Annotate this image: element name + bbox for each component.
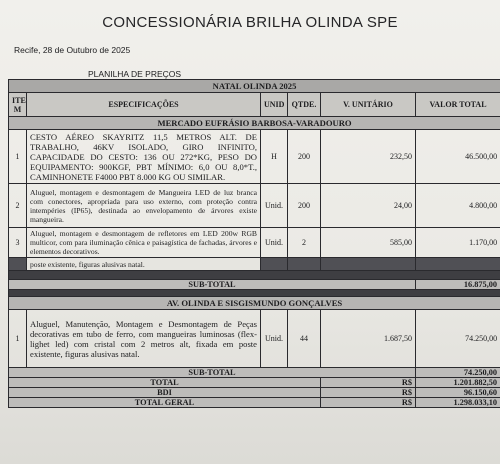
cell-qty: 44	[288, 310, 321, 368]
cell-total: 74.250,00	[416, 310, 500, 368]
col-header-unit: UNID	[261, 93, 288, 117]
cell-unit-value: 24,00	[321, 184, 416, 228]
col-header-item: ITE M	[9, 93, 27, 117]
cell-total: 46.500,00	[416, 130, 500, 184]
cell-spec-fragment: poste existente, figuras alusivas natal.	[27, 258, 261, 271]
cell-spec: Aluguel, Manutenção, Montagem e Desmontagem de Peças decorativas em tubo de ferro, com mangueiras luminosas (flex-lighet led) com cristal com 2 metros alt, fixada em poste existente, figuras alusivas natal.	[27, 310, 261, 368]
table-row	[9, 130, 500, 184]
redacted-row	[9, 290, 500, 297]
cell-qty: 2	[288, 228, 321, 258]
bdi-value: 96.150,60	[416, 388, 500, 398]
grand-total-value: 1.298.033,10	[416, 398, 500, 408]
price-table-wrapper	[8, 79, 500, 408]
grand-total-currency: R$	[321, 398, 416, 408]
total-row	[9, 378, 500, 388]
cell-item: 3	[9, 228, 27, 258]
cell-total: 1.170,00	[416, 228, 500, 258]
document-date: Recife, 28 de Outubro de 2025	[14, 45, 131, 55]
col-header-spec: ESPECIFICAÇÕES	[27, 93, 261, 117]
subtotal-row	[9, 368, 500, 378]
cell-total: 4.800,00	[416, 184, 500, 228]
cell-spec: Aluguel, montagem e desmontagem de refletores em LED 200w RGB multicor, com para iluminação cênica e paisagística de fachadas, árvores e elementos decorativos.	[27, 228, 261, 258]
cell-unit: Unid.	[261, 184, 288, 228]
table-row	[9, 184, 500, 228]
cell-qty: 200	[288, 130, 321, 184]
cell-item: 1	[9, 130, 27, 184]
col-header-total-value: VALOR TOTAL	[416, 93, 500, 117]
subtotal-value: 74.250,00	[416, 368, 500, 378]
table-row	[9, 310, 500, 368]
col-header-qty: QTDE.	[288, 93, 321, 117]
cell-unit: H	[261, 130, 288, 184]
total-value: 1.201.882,50	[416, 378, 500, 388]
subtotal-label: SUB-TOTAL	[9, 368, 416, 378]
table-row	[9, 228, 500, 258]
col-header-unit-value: V. UNITÁRIO	[321, 93, 416, 117]
bdi-label: BDI	[9, 388, 321, 398]
cell-item: 1	[9, 310, 27, 368]
grand-total-row	[9, 398, 500, 408]
subtotal-label: SUB-TOTAL	[9, 280, 416, 290]
subtotal-row	[9, 280, 500, 290]
cell-spec: CESTO AÉREO SKAYRITZ 11,5 METROS ALT. DE TRABALHO, 46KV ISOLADO, GIRO INFINITO, CAPACIDADE DO CESTO: 136 OU 272*KG, PESO DO EQUIPAMENTO: 900KGF, PBT MÍNIMO: 6,0 OU 8,0*T., CAMINHONETE F4000 PBT 8.000 KG OU SIMILAR.	[27, 130, 261, 184]
cell-spec: Aluguel, montagem e desmontagem de Mangueira LED de luz branca com conectores, apropriada para uso externo, com proteção contra intempéries (IP65), destinada ao envelopamento de árvores existe mangueira.	[27, 184, 261, 228]
cell-unit-value: 585,00	[321, 228, 416, 258]
grand-total-label: TOTAL GERAL	[9, 398, 321, 408]
cell-unit-value: 232,50	[321, 130, 416, 184]
cell-item: 2	[9, 184, 27, 228]
company-title: CONCESSIONÁRIA BRILHA OLINDA SPE	[102, 14, 398, 31]
cell-unit: Unid.	[261, 310, 288, 368]
section-title: AV. OLINDA E SISGISMUNDO GONÇALVES	[9, 297, 500, 310]
redacted-row	[9, 271, 500, 280]
bdi-row	[9, 388, 500, 398]
cell-unit-value: 1.687,50	[321, 310, 416, 368]
subtotal-value: 16.875,00	[416, 280, 500, 290]
price-table	[8, 79, 500, 408]
cell-qty: 200	[288, 184, 321, 228]
total-currency: R$	[321, 378, 416, 388]
table-band-title: NATAL OLINDA 2025	[9, 80, 500, 93]
total-label: TOTAL	[9, 378, 321, 388]
section-title: MERCADO EUFRÁSIO BARBOSA-VARADOURO	[9, 117, 500, 130]
cell-unit: Unid.	[261, 228, 288, 258]
table-row-fragment	[9, 258, 500, 271]
bdi-currency: R$	[321, 388, 416, 398]
sheet-title: PLANILHA DE PREÇOS	[88, 69, 182, 79]
